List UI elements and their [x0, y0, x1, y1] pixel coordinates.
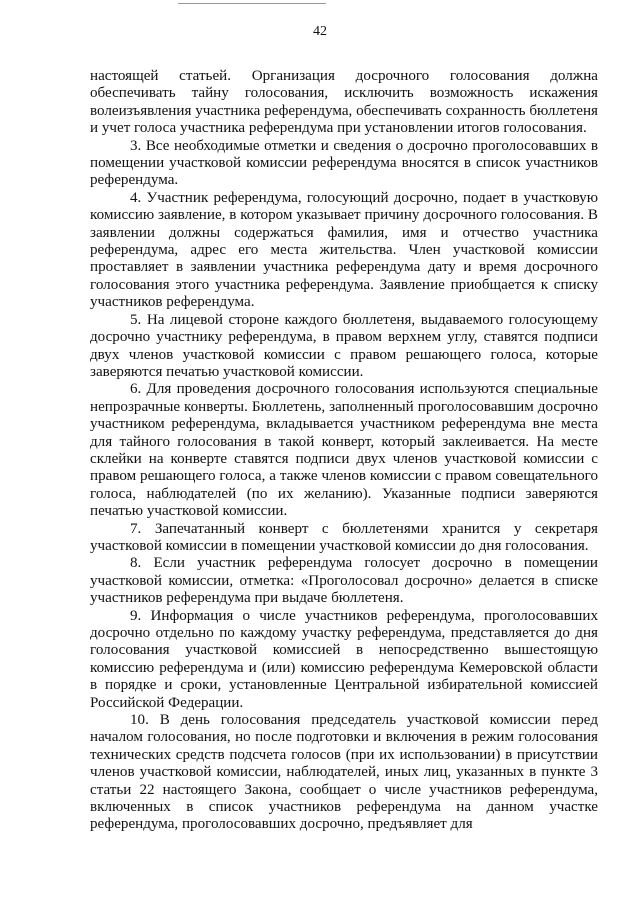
page-number: 42 [313, 24, 327, 39]
document-body [90, 68, 598, 834]
paragraph-item-6: 6. Для проведения досрочного голосования используются специальные непрозрачные конверты. Бюллетень, заполненный проголосовавшим досрочно участником референдума, вкладывается участником референдума вне места для тайного голосования в такой конверт, который заклеивается. На месте склейки на конверте ставятся подписи двух членов участковой комиссии с правом решающего голоса, а также членов комиссии с правом совещательного голоса, наблюдателей (по их желанию). Указанные подписи заверяются печатью участковой комиссии. [90, 381, 598, 520]
paragraph-item-3: 3. Все необходимые отметки и сведения о досрочно проголосовавших в помещении участковой комиссии референдума вносятся в список участников референдума. [90, 137, 598, 189]
paragraph-item-4: 4. Участник референдума, голосующий досрочно, подает в участковую комиссию заявление, в котором указывает причину досрочного голосования. В заявлении должны содержаться фамилия, имя и отчество участника референдума, адрес его места жительства. Член участковой комиссии проставляет в заявлении участника референдума дату и время досрочного голосования этого участника референдума. Заявление приобщается к списку участников референдума. [90, 189, 598, 311]
paragraph-item-5: 5. На лицевой стороне каждого бюллетеня, выдаваемого голосующему досрочно участнику референдума, в правом верхнем углу, ставятся подписи двух членов участковой комиссии с правом решающего голоса, которые заверяются печатью участковой комиссии. [90, 311, 598, 380]
paragraph-item-9: 9. Информация о числе участников референдума, проголосовавших досрочно отдельно по каждому участку референдума, представляется до дня голосования участковой комиссией в непосредственно вышестоящую комиссию референдума и (или) комиссию референдума Кемеровской области в порядке и сроки, установленные Центральной избирательной комиссией Российской Федерации. [90, 607, 598, 711]
paragraph-continuation: настоящей статьей. Организация досрочного голосования должна обеспечивать тайну голосования, исключить возможность искажения волеизъявления участника референдума, обеспечивать сохранность бюллетеня и учет голоса участника референдума при установлении итогов голосования. [90, 68, 598, 137]
paragraph-item-7: 7. Запечатанный конверт с бюллетенями хранится у секретаря участковой комиссии в помещении участковой комиссии до дня голосования. [90, 520, 598, 554]
top-rule [178, 3, 326, 4]
paragraph-item-10: 10. В день голосования председатель участковой комиссии перед началом голосования, но после подготовки и включения в режим голосования технических средств подсчета голосов (при их использовании) в присутствии членов участковой комиссии, наблюдателей, иных лиц, указанных в пункте 3 статьи 22 настоящего Закона, сообщает о числе участников референдума, включенных в список участников референдума на данном участке референдума, проголосовавших досрочно, предъявляет для [90, 712, 598, 833]
paragraph-item-8: 8. Если участник референдума голосует досрочно в помещении участковой комиссии, отметка: «Проголосовал досрочно» делается в списке участников референдума при выдаче бюллетеня. [90, 555, 598, 607]
